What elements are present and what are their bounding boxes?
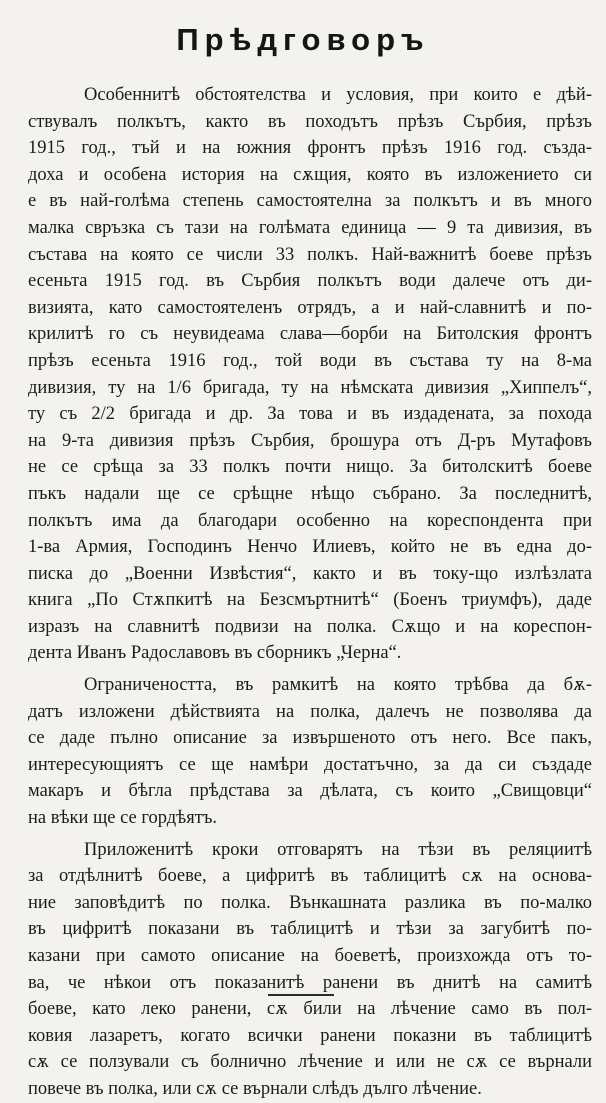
- text-line: крилитѣ го съ неувидеама слава—борби на Битолския фронтъ: [28, 324, 592, 345]
- text-line: ту съ 2/2 бригада и др. За това и въ издадената, за похода: [28, 404, 592, 425]
- text-line: изразъ на славнитѣ подвизи на полка. Сѫщо и на кореспон-: [28, 616, 592, 637]
- text-line: боеве, като леко ранени, сѫ били на лѣчение само въ пол-: [28, 999, 592, 1020]
- text-line: състава на която се числи 33 полкъ. Най-важнитѣ боеве прѣзъ: [28, 244, 592, 265]
- text-line: ва, че нѣкои отъ показанитѣ ранени въ днитѣ на самитѣ: [28, 972, 592, 993]
- text-line: визията, като самостоятеленъ отрядъ, а и най-славнитѣ и по-: [28, 297, 592, 318]
- text-line: есеньта 1915 год. въ Сърбия полкътъ води далече отъ ди-: [28, 271, 592, 292]
- text-line: на вѣки ще се гордѣятъ.: [28, 808, 218, 829]
- text-line: полкътъ има да благодари особенно на кореспондента при: [28, 510, 592, 531]
- paragraph-3: [28, 837, 592, 1103]
- text-line: не се срѣща за 33 полкъ почти нищо. За битолскитѣ боеве: [28, 457, 592, 478]
- text-line: сѫ се ползували съ болнично лѣчение и или не сѫ се върнали: [28, 1052, 592, 1073]
- text-line: малка свръзка съ тази на голѣмата единица — 9 та дивизия, въ: [28, 217, 592, 238]
- text-line: Приложенитѣ кроки отговарятъ на тѣзи въ реляциитѣ: [84, 839, 592, 860]
- text-line: писка до „Военни Извѣстия“, както и въ току-що излѣзлата: [28, 563, 592, 584]
- text-line: въ цифритѣ показани въ таблицитѣ и тѣзи за загубитѣ по-: [28, 919, 592, 940]
- text-line: прѣзъ есеньта 1916 год., той води въ състава ту на 8-ма: [28, 350, 592, 371]
- text-line: Ограничеността, въ рамкитѣ на която трѣбва да бѫ-: [84, 675, 592, 696]
- text-line: казани при самото описание на боеветѣ, произхожда отъ то-: [28, 946, 592, 966]
- text-line: 1-ва Армия, Господинъ Ненчо Илиевъ, който не въ една до-: [28, 537, 592, 558]
- text-line: датъ изложени дѣйствията на полка, далечъ не позволява да: [28, 701, 592, 722]
- text-line: дивизия, ту на 1/6 бригада, ту на нѣмската дивизия „Хиппелъ“,: [28, 377, 592, 398]
- text-line: 1915 год., тъй и на южния фронтъ прѣзъ 1916 год. създа-: [28, 138, 592, 159]
- closing-rule: [268, 994, 334, 996]
- text-line: ковия лазаретъ, когато всички ранени показни въ таблицитѣ: [28, 1025, 592, 1046]
- text-line: повече въ полка, или сѫ се върнали слѣдъ дълго лѣчение.: [28, 1078, 482, 1099]
- text-line: книга „По Стѫпкитѣ на Безсмъртнитѣ“ (Боенъ триумфъ), даде: [28, 590, 592, 611]
- text-line: ствувалъ полкътъ, както въ походътъ прѣзъ Сърбия, прѣзъ: [28, 111, 592, 132]
- text-line: дента Иванъ Радославовъ въ сборникъ „Черна“.: [28, 643, 402, 664]
- text-line: е въ най-голѣма степень самостоятелна за полкътъ и въ много: [28, 191, 592, 212]
- body-text: [28, 82, 592, 1103]
- text-line: макаръ и бѣгла прѣдстава за дѣлата, съ които „Свищовци“: [28, 781, 592, 802]
- text-line: пъкъ надали ще се срѣщне нѣщо събрано. За последнитѣ,: [28, 483, 592, 504]
- text-line: се даде пълно описание за извършеното отъ него. Все пакъ,: [28, 728, 592, 749]
- text-line: Особеннитѣ обстоятелства и условия, при които е дѣй-: [84, 85, 592, 105]
- text-line: на 9-та дивизия прѣзъ Сърбия, брошура отъ Д-ръ Мутафовъ: [28, 430, 592, 451]
- text-line: за отдѣлнитѣ боеве, а цифритѣ въ таблицитѣ сѫ на основа-: [28, 866, 592, 887]
- text-line: ние заповѣдитѣ по полка. Вънкашната разлика въ по-малко: [28, 892, 592, 913]
- paragraph-1: [28, 82, 592, 667]
- text-line: доха и особена история на сѫщия, която въ изложението си: [28, 164, 592, 185]
- text-line: интересующиятъ се ще намѣри достатъчно, за да си създаде: [28, 754, 592, 775]
- paragraph-2: [28, 672, 592, 832]
- page-title: Прѣдговоръ: [176, 22, 430, 57]
